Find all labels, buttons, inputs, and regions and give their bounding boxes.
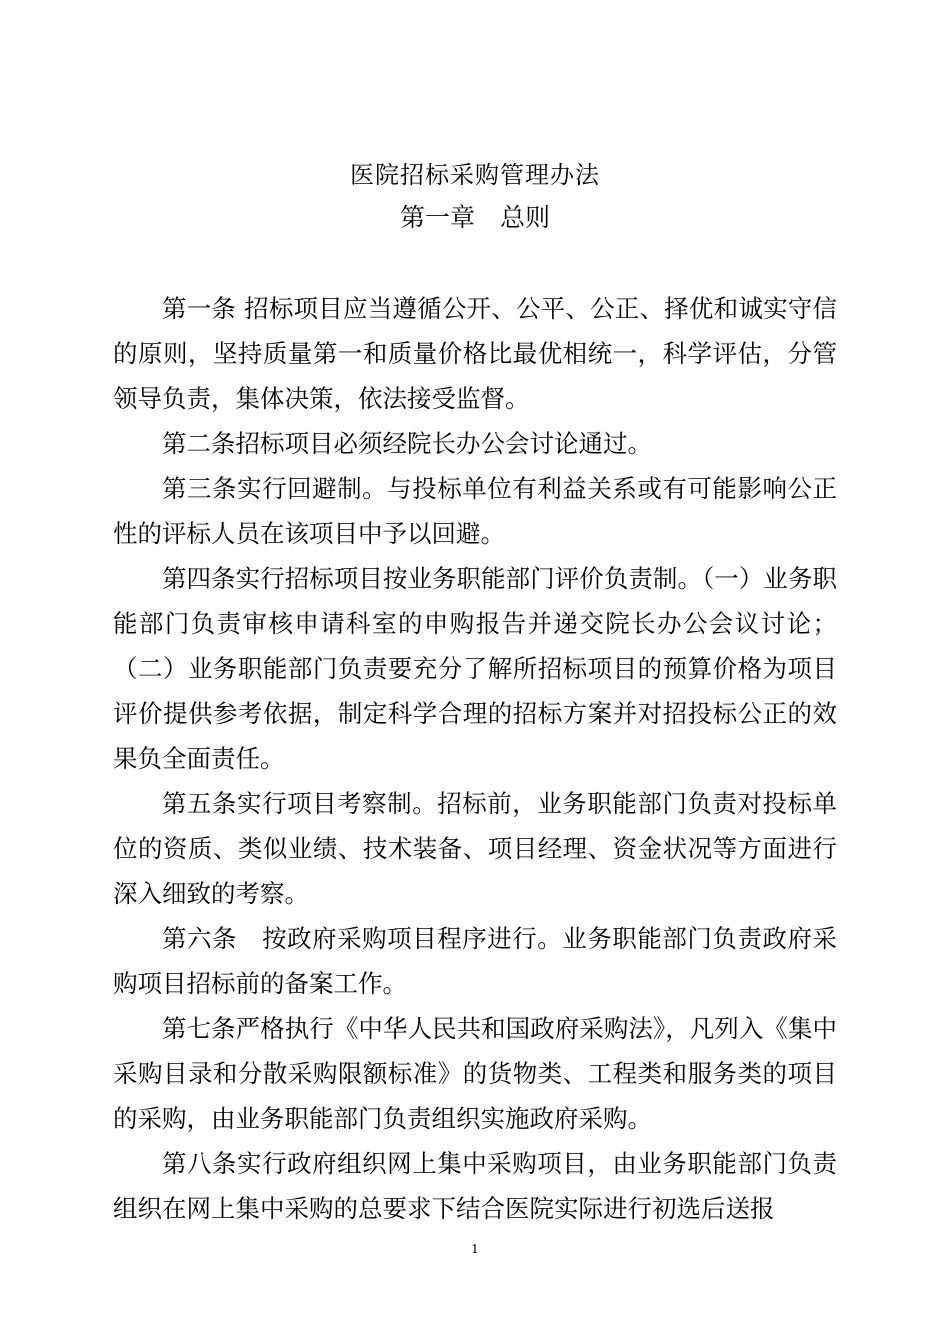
article-6: 第六条 按政府采购项目程序进行。业务职能部门负责政府采购项目招标前的备案工作。 <box>113 924 837 998</box>
article-5: 第五条实行项目考察制。招标前，业务职能部门负责对投标单位的资质、类似业绩、技术装备、项目经理、资金状况等方面进行深入细致的考察。 <box>113 789 837 908</box>
article-1: 第一条 招标项目应当遵循公开、公平、公正、择优和诚实守信的原则，坚持质量第一和质量价格比最优相统一，科学评估，分管领导负责，集体决策，依法接受监督。 <box>113 294 837 413</box>
article-4: 第四条实行招标项目按业务职能部门评价负责制。（一）业务职能部门负责审核申请科室的申购报告并递交院长办公会议讨论；（二）业务职能部门负责要充分了解所招标项目的预算价格为项目评价提供参考依据，制定科学合理的招标方案并对招投标公正的效果负全面责任。 <box>113 564 837 773</box>
article-7: 第七条严格执行《中华人民共和国政府采购法》，凡列入《集中采购目录和分散采购限额标准》的货物类、工程类和服务类的项目的采购，由业务职能部门负责组织实施政府采购。 <box>113 1014 837 1133</box>
article-2: 第二条招标项目必须经院长办公会讨论通过。 <box>162 429 652 458</box>
chapter-title: 第一章 总则 <box>399 203 550 232</box>
document-body <box>113 286 837 1231</box>
document-title: 医院招标采购管理办法 <box>350 161 600 189</box>
article-3: 第三条实行回避制。与投标单位有利益关系或有可能影响公正性的评标人员在该项目中予以回避。 <box>113 474 837 548</box>
page-number: 1 <box>471 1242 479 1256</box>
article-8: 第八条实行政府组织网上集中采购项目，由业务职能部门负责组织在网上集中采购的总要求下结合医院实际进行初选后送报 <box>113 1149 837 1223</box>
